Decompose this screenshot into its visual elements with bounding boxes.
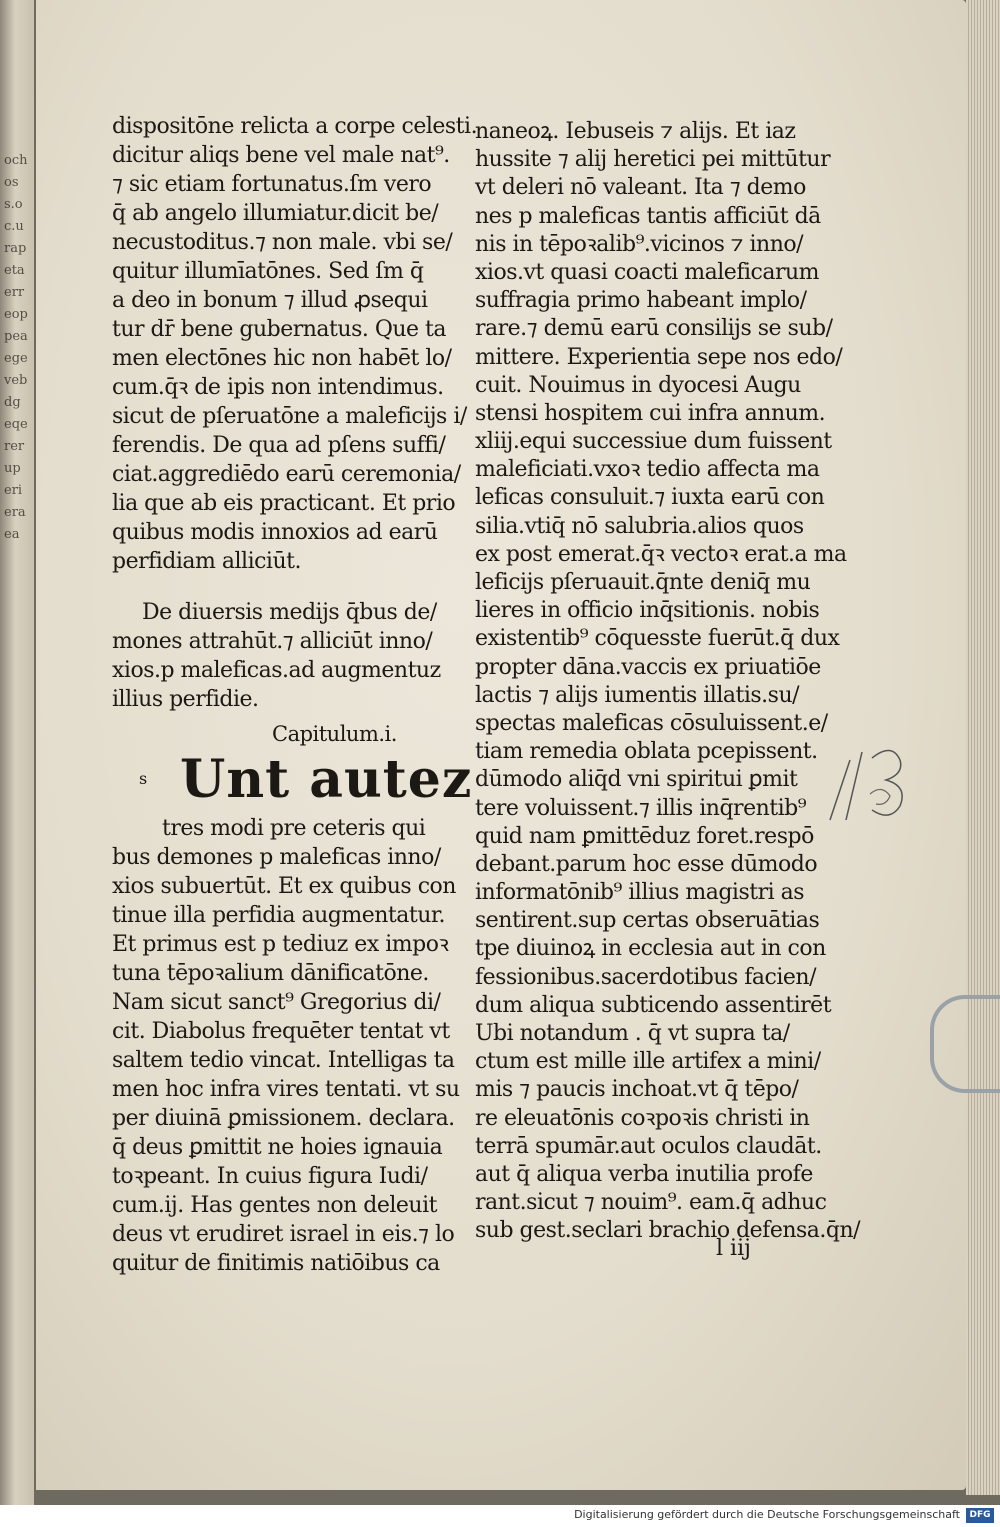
dfg-logo: DFG [966,1508,994,1523]
text-line: propter dāna.vaccis ex priuatiōe [475,654,821,680]
text-line: lactis ⁊ alijs iumentis illatis.su/ [475,682,800,708]
section-heading-line: xios.p maleficas.ad augmentuz [112,658,441,683]
text-line: necustoditus.⁊ non male. vbi se/ [112,230,453,255]
text-line: hussite ⁊ alij heretici pei mittūtur [475,147,831,173]
text-line: dum aliqua subticendo assentirēt [475,992,832,1018]
paper-clip [930,995,1000,1093]
signature-mark: l iij [716,1236,751,1261]
incipit-initial: Unt autez [180,749,473,810]
text-line: existentib⁹ cōquesste fuerūt.q̄ dux [475,626,840,652]
text-line: informatōnib⁹ illius magistri as [475,880,805,906]
text-line: nes p maleficas tantis afficiūt dā [475,203,821,229]
text-line: stensi hospitem cui infra annum. [475,400,826,426]
funding-notice: Digitalisierung gefördert durch die Deutsche Forschungsgemeinschaft [574,1508,960,1521]
text-line: perfidiam alliciūt. [112,549,301,574]
guide-letter: s [139,769,147,788]
section-heading-line: illius perfidie. [112,687,259,712]
margin-annotation [812,740,922,830]
text-line: dispositōne relicta a corpe celesti. [112,114,478,139]
text-line: bus demones p maleficas inno/ [112,845,441,870]
text-line: tpe diuinoꝝ in ecclesia aut in con [475,936,826,962]
decorated-initial-row [112,749,477,814]
text-line: re eleuatōnis coꝛpoꝛis christi in [475,1105,810,1131]
text-line: xios.vt quasi coacti maleficarum [475,259,819,285]
text-line: maleficiati.vxoꝛ tedio affecta ma [475,457,820,483]
text-line: cuit. Nouimus in dyocesi Augu [475,372,801,398]
section-heading-line: mones attrahūt.⁊ alliciūt inno/ [112,629,433,654]
text-line: men electōnes hic non habēt lo/ [112,346,452,371]
text-line: leficas consuluit.⁊ iuxta earū con [475,485,825,511]
text-line: sentirent.sup certas obseruātias [475,908,820,934]
text-line: quid nam ꝑmittēduz foret.respō [475,823,814,849]
text-line: cum.q̄ꝛ de ipis non intendimus. [112,375,444,400]
text-line: tur dr̄ bene gubernatus. Que ta [112,317,447,342]
text-line: toꝛpeant. In cuius figura Iudi/ [112,1164,428,1189]
text-line: suffragia primo habeant implo/ [475,288,807,314]
text-line: ciat.aggrediēdo earū ceremonia/ [112,462,461,487]
text-line: q̄ deus ꝑmittit ne hoies ignauia [112,1135,443,1160]
text-line: cum.ij. Has gentes non deleuit [112,1193,437,1218]
text-line: q̄ ab angelo illumiatur.dicit be/ [112,201,439,226]
left-page-fragment: ochoss.oc.urapetaerreoppeaegevebdgeqereruperieraea [4,153,28,542]
text-line: lieres in officio inq̄sitionis. nobis [475,598,820,624]
text-line: aut q̄ aliqua verba inutilia profe [475,1161,813,1187]
footer-bar [0,1505,1000,1527]
left-page-edge [0,0,34,1505]
text-line: xliij.equi successiue dum fuissent [475,429,832,455]
text-line: rare.⁊ demū earū consilijs se sub/ [475,316,833,342]
text-line: vt deleri nō valeant. Ita ⁊ demo [475,175,806,201]
text-line: tinue illa perfidia augmentatur. [112,903,445,928]
chapter-title: Capitulum.i. [272,722,397,746]
text-line: debant.parum hoc esse dūmodo [475,851,818,877]
text-line: per diuinā ꝑmissionem. declara. [112,1106,455,1131]
text-line: cit. Diabolus frequēter tentat vt [112,1019,450,1044]
text-line: ⁊ sic etiam fortunatus.ſm vero [112,172,432,197]
text-line: a deo in bonum ⁊ illud ꝓsequi [112,288,428,313]
text-line: fessionibus.sacerdotibus facien/ [475,964,816,990]
page-edges [966,0,1000,1495]
text-line: nis in tēpoꝛalib⁹.vicinos ⁊ inno/ [475,231,804,257]
spacer [112,576,477,598]
text-line: Nam sicut sanct⁹ Gregorius di/ [112,990,441,1015]
right-column [475,118,860,1246]
text-line: Et primus est p tediuz ex impoꝛ [112,932,449,957]
text-line: quitur de finitimis natiōibus ca [112,1251,440,1276]
text-line: xios subuertūt. Et ex quibus con [112,874,456,899]
text-line: ex post emerat.q̄ꝛ vectoꝛ erat.a ma [475,541,847,567]
text-line: saltem tedio vincat. Intelligas ta [112,1048,455,1073]
text-line: Ubi notandum . q̄ vt supra ta/ [475,1021,790,1046]
text-line: mis ⁊ paucis inchoat.vt q̄ tēpo/ [475,1077,799,1103]
text-line: quibus modis innoxios ad earū [112,520,438,545]
text-line: rant.sicut ⁊ nouim⁹. eam.q̄ adhuc [475,1190,827,1216]
text-line: tere voluissent.⁊ illis inq̄rentib⁹ [475,795,807,821]
text-line: men hoc infra vires tentati. vt su [112,1077,460,1102]
text-line: naneoꝝ. Iebuseis ⁊ alijs. Et iaz [475,119,796,144]
text-line: dūmodo aliq̄d vni spiritui ꝑmit [475,767,798,793]
text-line: lia que ab eis practicant. Et prio [112,491,456,516]
section-heading-line: De diuersis medijs q̄bus de/ [142,600,437,625]
text-line: quitur illumīatōnes. Sed ſm q̄ [112,259,424,284]
text-line: dicitur aliqs bene vel male nat⁹. [112,143,450,168]
text-line: sicut de pſeruatōne a maleficijs i/ [112,404,467,429]
text-line: tiam remedia oblata pcepissent. [475,739,818,765]
text-line: tres modi pre ceteris qui [162,816,426,841]
text-line: deus vt erudiret israel in eis.⁊ lo [112,1222,455,1247]
left-column [112,112,477,1278]
text-line: silia.vtiq̄ nō salubria.alios quos [475,513,804,539]
text-line: terrā spumār.aut oculos claudāt. [475,1133,822,1159]
text-line: sub gest.seclari brachio defensa.q̄n/ [475,1218,861,1244]
text-line: leficijs pſeruauit.q̄nte deniq̄ mu [475,570,811,595]
text-line: tuna tēpoꝛalium dānificatōne. [112,961,429,986]
text-line: ctum est mille ille artifex a mini/ [475,1049,821,1075]
text-line: mittere. Experientia sepe nos edo/ [475,344,843,370]
text-line: ferendis. De qua ad pſens suffi/ [112,433,446,458]
text-line: spectas maleficas cōsuluissent.e/ [475,710,828,736]
